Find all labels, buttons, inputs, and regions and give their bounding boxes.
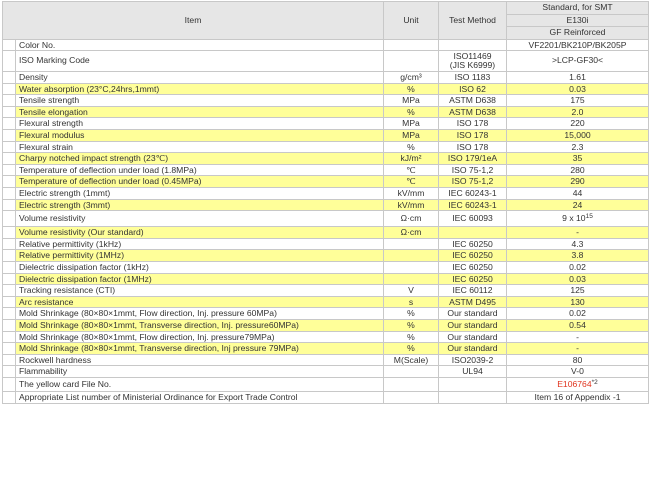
cell-test-method <box>439 211 507 227</box>
table-row <box>3 377 649 391</box>
cell-value <box>507 153 649 165</box>
cell-item: Charpy notched impact strength (23℃) <box>16 153 384 165</box>
cell-item: Mold Shrinkage (80×80×1mmt, Transverse direction, Inj. pressure60MPa) <box>16 319 384 331</box>
table-row <box>3 118 649 130</box>
cell-unit: MPa <box>384 130 439 142</box>
test-method-text: IEC 60250 <box>452 250 493 261</box>
cell-value <box>507 211 649 227</box>
cell-test-method <box>439 285 507 297</box>
table-row <box>3 343 649 355</box>
row-indent <box>3 118 16 130</box>
row-indent <box>3 296 16 308</box>
cell-value <box>507 377 649 391</box>
cell-unit <box>384 250 439 262</box>
value-text: 280 <box>570 164 585 175</box>
row-indent <box>3 343 16 355</box>
cell-unit: % <box>384 319 439 331</box>
header-standard: Standard, for SMT <box>507 2 649 15</box>
value-text: 3.8 <box>571 250 584 261</box>
table-row <box>3 164 649 176</box>
cell-unit: % <box>384 331 439 343</box>
cell-item: Volume resistivity (Our standard) <box>16 227 384 239</box>
header-unit: Unit <box>384 2 439 40</box>
row-indent <box>3 83 16 95</box>
test-method-text: IEC 60250 <box>452 238 493 249</box>
test-method-text: ISO 75-1,2 <box>451 164 494 175</box>
cell-item: Mold Shrinkage (80×80×1mmt, Flow direction, Inj. pressure79MPa) <box>16 331 384 343</box>
cell-item: Temperature of deflection under load (0.45MPa) <box>16 176 384 188</box>
material-spec-table <box>2 1 649 404</box>
value-text: 2.0 <box>571 106 584 117</box>
cell-item: Flexural modulus <box>16 130 384 142</box>
value-text: 125 <box>570 285 585 296</box>
test-method-text: IEC 60112 <box>452 285 493 296</box>
header-reinforcement: GF Reinforced <box>507 27 649 40</box>
test-method-text: Our standard <box>447 343 498 354</box>
cell-test-method <box>439 51 507 72</box>
cell-test-method <box>439 83 507 95</box>
cell-test-method <box>439 199 507 211</box>
cell-item: Relative permittivity (1kHz) <box>16 238 384 250</box>
cell-item: Tracking resistance (CTI) <box>16 285 384 297</box>
row-indent <box>3 153 16 165</box>
test-method-text: IEC 60243-1 <box>448 199 497 210</box>
cell-unit <box>384 391 439 403</box>
value-text: 175 <box>570 95 585 106</box>
test-method-text: ISO 178 <box>456 130 489 141</box>
row-indent <box>3 273 16 285</box>
cell-value <box>507 188 649 200</box>
test-method-text: ISO 179/1eA <box>447 153 498 164</box>
value-text: 0.03 <box>569 273 586 284</box>
row-indent <box>3 285 16 297</box>
test-method-text: ASTM D638 <box>449 106 496 117</box>
cell-value <box>507 366 649 378</box>
value-text: 9 x 10 <box>562 213 586 224</box>
cell-unit: % <box>384 106 439 118</box>
table-row <box>3 176 649 188</box>
row-indent <box>3 164 16 176</box>
value-text: 290 <box>570 176 585 187</box>
cell-test-method <box>439 176 507 188</box>
table-row <box>3 273 649 285</box>
cell-test-method <box>439 39 507 51</box>
cell-test-method <box>439 354 507 366</box>
test-method-text: ISO 1183 <box>454 72 491 83</box>
cell-test-method <box>439 141 507 153</box>
row-indent <box>3 366 16 378</box>
test-method-text: Our standard <box>447 319 498 330</box>
exponent: 15 <box>585 213 593 221</box>
cell-test-method <box>439 308 507 320</box>
table-row <box>3 262 649 274</box>
cell-value <box>507 319 649 331</box>
value-text: - <box>576 343 579 354</box>
table-row <box>3 366 649 378</box>
row-indent <box>3 262 16 274</box>
row-indent <box>3 141 16 153</box>
test-method-text: IEC 60243-1 <box>448 188 497 199</box>
table-row <box>3 39 649 51</box>
cell-value <box>507 238 649 250</box>
test-method-text: Our standard <box>447 308 498 319</box>
row-indent <box>3 72 16 84</box>
cell-item: Rockwell hardness <box>16 354 384 366</box>
cell-value <box>507 331 649 343</box>
cell-test-method <box>439 106 507 118</box>
cell-item: Appropriate List number of Ministerial Ordinance for Export Trade Control <box>16 391 384 403</box>
cell-value <box>507 39 649 51</box>
table-row <box>3 130 649 142</box>
row-indent <box>3 308 16 320</box>
cell-unit: V <box>384 285 439 297</box>
cell-test-method <box>439 130 507 142</box>
table-row <box>3 199 649 211</box>
cell-unit: % <box>384 343 439 355</box>
value-text: 0.02 <box>569 308 586 319</box>
cell-value <box>507 354 649 366</box>
table-row <box>3 51 649 72</box>
row-indent <box>3 211 16 227</box>
cell-item: Flammability <box>16 366 384 378</box>
header-test-method: Test Method <box>439 2 507 40</box>
table-row <box>3 106 649 118</box>
value-text: 0.02 <box>569 262 586 272</box>
value-text: 24 <box>572 199 583 210</box>
cell-unit: % <box>384 308 439 320</box>
cell-value <box>507 95 649 107</box>
cell-unit: MPa <box>384 118 439 130</box>
cell-unit <box>384 366 439 378</box>
cell-test-method <box>439 273 507 285</box>
table-row <box>3 331 649 343</box>
cell-item: Dielectric dissipation factor (1kHz) <box>16 262 384 274</box>
cell-unit: s <box>384 296 439 308</box>
cell-unit: Ω·cm <box>384 227 439 239</box>
cell-value <box>507 285 649 297</box>
cell-test-method <box>439 377 507 391</box>
row-indent <box>3 130 16 142</box>
table-row <box>3 211 649 227</box>
test-method-text: ISO2039-2 <box>451 354 494 365</box>
value-text: - <box>576 227 579 238</box>
cell-test-method <box>439 118 507 130</box>
value-text: 0.54 <box>569 319 586 330</box>
cell-unit: % <box>384 83 439 95</box>
row-indent <box>3 250 16 262</box>
cell-test-method <box>439 238 507 250</box>
cell-value <box>507 273 649 285</box>
cell-value <box>507 262 649 274</box>
cell-unit: ℃ <box>384 176 439 188</box>
cell-item: Volume resistivity <box>16 211 384 227</box>
value-text: 2.3 <box>571 141 584 152</box>
table-row <box>3 227 649 239</box>
cell-unit: kV/mm <box>384 199 439 211</box>
row-indent <box>3 51 16 72</box>
test-method-text: ISO 178 <box>456 141 489 152</box>
table-row <box>3 354 649 366</box>
value-text: 0.03 <box>569 83 586 94</box>
value-text: Item 16 of Appendix -1 <box>534 391 621 402</box>
header-grade: E130i <box>507 14 649 27</box>
row-indent <box>3 319 16 331</box>
value-text: 35 <box>572 153 583 164</box>
table-row <box>3 95 649 107</box>
cell-item: Arc resistance <box>16 296 384 308</box>
cell-test-method <box>439 250 507 262</box>
test-method-text: ISO 75-1,2 <box>451 176 494 187</box>
test-method-text: Our standard <box>447 331 498 342</box>
value-text: 15,000 <box>564 130 591 141</box>
table-row <box>3 238 649 250</box>
cell-item: Temperature of deflection under load (1.8MPa) <box>16 164 384 176</box>
cell-value <box>507 343 649 355</box>
table-row <box>3 153 649 165</box>
cell-value <box>507 106 649 118</box>
cell-test-method <box>439 164 507 176</box>
row-indent <box>3 238 16 250</box>
cell-item: Color No. <box>16 39 384 51</box>
cell-test-method <box>439 153 507 165</box>
cell-test-method <box>439 343 507 355</box>
value-text: - <box>576 331 579 342</box>
value-text: 4.3 <box>571 238 584 249</box>
cell-test-method <box>439 95 507 107</box>
cell-unit <box>384 273 439 285</box>
cell-value <box>507 308 649 320</box>
cell-item: Mold Shrinkage (80×80×1mmt, Transverse direction, Inj pressure 79MPa) <box>16 343 384 355</box>
cell-unit: M(Scale) <box>384 354 439 366</box>
cell-item: The yellow card File No. <box>16 377 384 391</box>
cell-unit: % <box>384 141 439 153</box>
cell-value <box>507 83 649 95</box>
test-method-text: ASTM D495 <box>449 296 496 307</box>
test-method-text: ISO 62 <box>459 83 486 94</box>
cell-item: ISO Marking Code <box>16 51 384 72</box>
cell-test-method <box>439 188 507 200</box>
footnote-marker: *2 <box>591 378 598 386</box>
cell-value <box>507 141 649 153</box>
cell-unit <box>384 238 439 250</box>
cell-test-method <box>439 227 507 239</box>
cell-value <box>507 227 649 239</box>
cell-value <box>507 72 649 84</box>
cell-unit <box>384 39 439 51</box>
cell-item: Water absorption (23°C,24hrs,1mmt) <box>16 83 384 95</box>
cell-unit: kV/mm <box>384 188 439 200</box>
row-indent <box>3 188 16 200</box>
header-item: Item <box>3 2 384 40</box>
row-indent <box>3 377 16 391</box>
table-row <box>3 72 649 84</box>
value-text: V-0 <box>571 366 584 377</box>
yellow-card-link[interactable]: E106764 <box>557 378 592 389</box>
cell-value <box>507 199 649 211</box>
test-method-text: IEC 60250 <box>452 262 493 272</box>
test-method-text: ISO11469 <box>453 50 492 61</box>
row-indent <box>3 39 16 51</box>
test-method-text: IEC 60250 <box>452 273 493 284</box>
cell-value <box>507 118 649 130</box>
cell-unit: Ω·cm <box>384 211 439 227</box>
cell-unit <box>384 51 439 72</box>
test-method-text: ISO 178 <box>456 118 489 129</box>
value-text: 80 <box>572 354 583 365</box>
cell-item: Flexural strain <box>16 141 384 153</box>
cell-item: Relative permittivity (1MHz) <box>16 250 384 262</box>
cell-test-method <box>439 331 507 343</box>
cell-test-method <box>439 319 507 331</box>
table-row <box>3 308 649 320</box>
header-row <box>3 2 649 15</box>
cell-item: Dielectric dissipation factor (1MHz) <box>16 273 384 285</box>
table-row <box>3 296 649 308</box>
cell-test-method <box>439 366 507 378</box>
cell-value <box>507 296 649 308</box>
cell-unit: ℃ <box>384 164 439 176</box>
cell-unit <box>384 262 439 274</box>
table-row <box>3 141 649 153</box>
cell-unit: g/cm³ <box>384 72 439 84</box>
value-text: >LCP-GF30< <box>551 55 604 66</box>
test-method-text: IEC 60093 <box>452 213 493 224</box>
cell-test-method <box>439 296 507 308</box>
cell-value <box>507 51 649 72</box>
cell-test-method <box>439 262 507 274</box>
row-indent <box>3 331 16 343</box>
table-row <box>3 285 649 297</box>
row-indent <box>3 227 16 239</box>
cell-value <box>507 130 649 142</box>
cell-item: Flexural strength <box>16 118 384 130</box>
cell-item: Electric strength (1mmt) <box>16 188 384 200</box>
cell-value <box>507 250 649 262</box>
row-indent <box>3 106 16 118</box>
test-method-text: UL94 <box>462 366 483 377</box>
cell-test-method <box>439 72 507 84</box>
test-method-subtext: (JIS K6999) <box>449 60 496 71</box>
cell-item: Density <box>16 72 384 84</box>
row-indent <box>3 199 16 211</box>
row-indent <box>3 176 16 188</box>
row-indent <box>3 391 16 403</box>
table-row <box>3 250 649 262</box>
cell-unit <box>384 377 439 391</box>
cell-unit: kJ/m² <box>384 153 439 165</box>
cell-value <box>507 391 649 403</box>
table-row <box>3 188 649 200</box>
cell-test-method <box>439 391 507 403</box>
value-text: 130 <box>570 296 585 307</box>
cell-value <box>507 176 649 188</box>
value-text: 1.61 <box>569 72 586 83</box>
cell-item: Tensile elongation <box>16 106 384 118</box>
cell-value <box>507 164 649 176</box>
table-row <box>3 391 649 403</box>
value-text: 220 <box>570 118 585 129</box>
table-row <box>3 83 649 95</box>
cell-item: Tensile strength <box>16 95 384 107</box>
cell-item: Electric strength (3mmt) <box>16 199 384 211</box>
value-text: VF2201/BK210P/BK205P <box>528 39 627 50</box>
cell-unit: MPa <box>384 95 439 107</box>
test-method-text: ASTM D638 <box>449 95 496 106</box>
row-indent <box>3 354 16 366</box>
value-text: 44 <box>572 188 583 199</box>
cell-item: Mold Shrinkage (80×80×1mmt, Flow direction, Inj. pressure 60MPa) <box>16 308 384 320</box>
row-indent <box>3 95 16 107</box>
table-row <box>3 319 649 331</box>
